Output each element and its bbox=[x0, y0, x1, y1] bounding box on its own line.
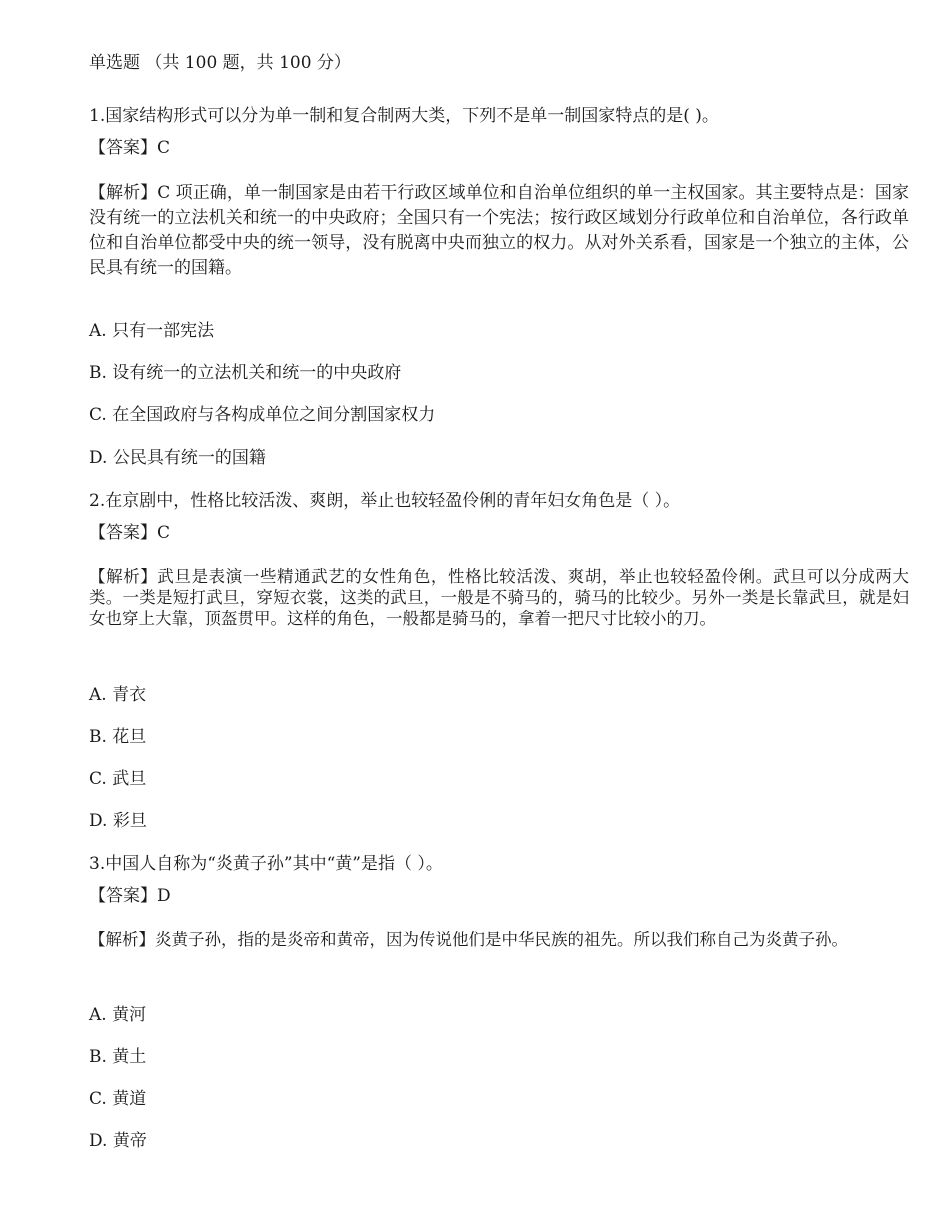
question-analysis: 【解析】C 项正确，单一制国家是由若干行政区域单位和自治单位组织的单一主权国家。其主要特点是：国家没有统一的立法机关和统一的中央政府；全国只有一个宪法；按行政区域划分行政单位和自治单位，各行政单位和自治单位都受中央的统一领导，没有脱离中央而独立的权力。从对外关系看，国家是一个独立的主体，公民具有统一的国籍。 bbox=[89, 183, 909, 278]
option-c: C. 武旦 bbox=[89, 769, 147, 789]
option-c: C. 在全国政府与各构成单位之间分割国家权力 bbox=[89, 405, 436, 425]
option-b: B. 设有统一的立法机关和统一的中央政府 bbox=[89, 363, 402, 383]
option-c: C. 黄道 bbox=[89, 1089, 147, 1109]
option-d: D. 彩旦 bbox=[89, 811, 147, 831]
question-3 bbox=[89, 853, 909, 950]
option-b: B. 花旦 bbox=[89, 727, 147, 747]
option-b: B. 黄土 bbox=[89, 1047, 147, 1067]
option-d: D. 黄帝 bbox=[89, 1131, 147, 1151]
section-header: 单选题 （共 100 题，共 100 分） bbox=[89, 53, 351, 73]
question-analysis: 【解析】炎黄子孙，指的是炎帝和黄帝，因为传说他们是中华民族的祖先。所以我们称自己为炎黄子孙。 bbox=[89, 930, 848, 949]
question-stem: 3.中国人自称为“炎黄子孙”其中“黄”是指（ ）。 bbox=[89, 854, 443, 874]
question-answer: 【答案】C bbox=[89, 138, 171, 158]
option-d: D. 公民具有统一的国籍 bbox=[89, 448, 266, 468]
option-a: A. 青衣 bbox=[89, 685, 147, 705]
question-1 bbox=[89, 105, 909, 281]
question-stem: 1.国家结构形式可以分为单一制和复合制两大类，下列不是单一制国家特点的是( )。 bbox=[89, 106, 719, 126]
question-2 bbox=[89, 490, 909, 629]
question-stem: 2.在京剧中，性格比较活泼、爽朗，举止也较轻盈伶俐的青年妇女角色是（ ）。 bbox=[89, 491, 681, 511]
option-a: A. 只有一部宪法 bbox=[89, 321, 215, 341]
question-answer: 【答案】D bbox=[89, 886, 171, 906]
question-answer: 【答案】C bbox=[89, 523, 171, 543]
option-a: A. 黄河 bbox=[89, 1005, 147, 1025]
question-analysis: 【解析】武旦是表演一些精通武艺的女性角色，性格比较活泼、爽胡，举止也较轻盈伶俐。武旦可以分成两大类。一类是短打武旦，穿短衣裳，这类的武旦，一般是不骑马的，骑马的比较少。另外一类是长靠武旦，就是妇女也穿上大靠，顶盔贯甲。这样的角色，一般都是骑马的，拿着一把尺寸比较小的刀。 bbox=[89, 567, 909, 628]
